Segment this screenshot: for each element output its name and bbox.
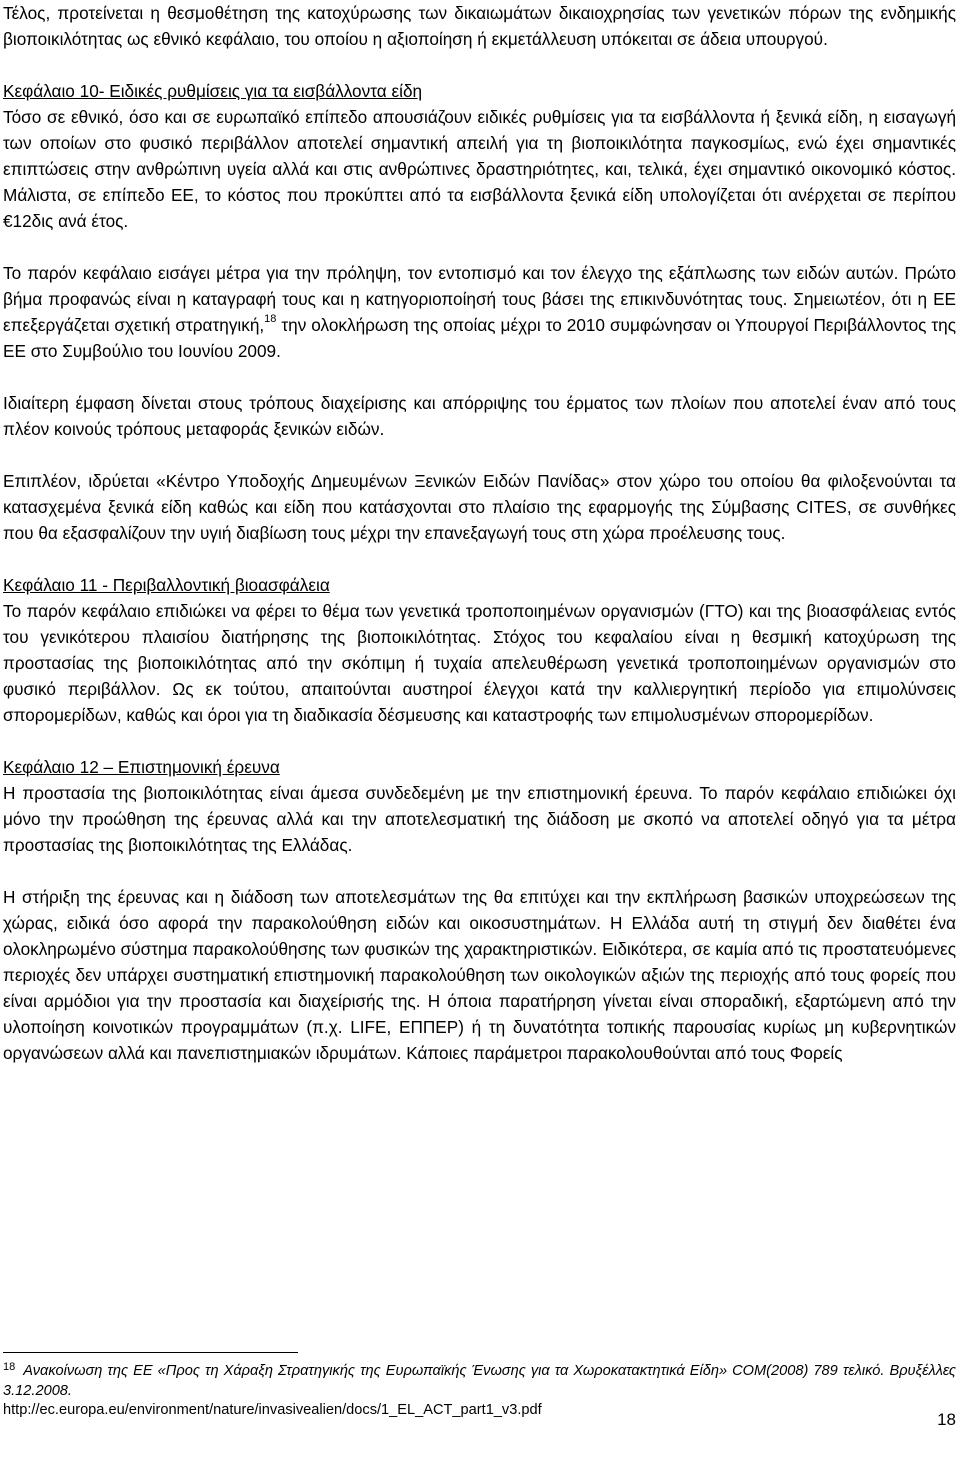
chapter-11-paragraph-1: Το παρόν κεφάλαιο επιδιώκει να φέρει το θέμα των γενετικά τροποποιημένων οργανισμών (ΓΤΟ) και της βιοασφάλειας εντός του γενικότερου πλαισίου διατήρησης της βιοποικιλότητας. Στόχος του κεφαλαίου είναι η θεσμική κατοχύρωση της προστασίας της βιοποικιλότητας από την σκόπιμη ή τυχαία απελευθέρωση γενετικά τροποποιημένων οργανισμών στο φυσικό περιβάλλον. Ως εκ τούτου, απαιτούνται αυστηροί έλεγχοι κατά την καλλιεργητική περίοδο για επιμολύνσεις σπορομερίδων, καθώς και όροι για τη διαδικασία δέσμευσης και καταστροφής των επιμολυσμένων σπορομερίδων.: [3, 601, 956, 725]
document-body: [3, 0, 956, 1066]
chapter-10-paragraph-1: Τόσο σε εθνικό, όσο και σε ευρωπαϊκό επίπεδο απουσιάζουν ειδικές ρυθμίσεις για τα εισβάλλοντα ή ξενικά είδη, η εισαγωγή των οποίων στο φυσικό περιβάλλον αποτελεί σημαντική απειλή για τη βιοποικιλότητα παγκοσμίως, ενώ έχει σημαντικές επιπτώσεις στην ανθρώπινη υγεία αλλά και στις ανθρώπινες δραστηριότητες, και, τελικά, έχει σημαντικό οικονομικό κόστος. Μάλιστα, σε επίπεδο ΕΕ, το κόστος που προκύπτει από τα εισβάλλοντα ξενικά είδη υπολογίζεται ότι ανέρχεται σε περίπου €12δις ανά έτος.: [3, 107, 956, 231]
chapter-12-paragraph-1: Η προστασία της βιοποικιλότητας είναι άμεσα συνδεδεμένη με την επιστημονική έρευνα. Το παρόν κεφάλαιο επιδιώκει όχι μόνο την προώθηση της έρευνας αλλά και την αποτελεσματική της διάδοση με σκοπό να αποτελεί οδηγό για τα μέτρα προστασίας της βιοποικιλότητας της Ελλάδας.: [3, 783, 956, 855]
footnote-number: 18: [3, 1361, 16, 1373]
page-number: 18: [937, 1410, 956, 1429]
intro-paragraph: Τέλος, προτείνεται η θεσμοθέτηση της κατοχύρωσης των δικαιωμάτων δικαιοχρησίας των γενετικών πόρων της ενδημικής βιοποικιλότητας ως εθνικό κεφάλαιο, του οποίου η αξιοποίηση ή εκμετάλλευση υπόκειται σε άδεια υπουργού.: [3, 3, 956, 49]
chapter-10-title: Κεφάλαιο 10- Ειδικές ρυθμίσεις για τα εισβάλλοντα είδη: [3, 81, 423, 101]
chapter-12-section: [3, 754, 956, 1066]
chapter-10-paragraph-2-text-b: την ολοκλήρωση της οποίας μέχρι το 2010 συμφώνησαν οι Υπουργοί Περιβάλλοντος της ΕΕ στο Συμβούλιο του Ιουνίου 2009.: [3, 315, 957, 361]
chapter-10-paragraph-2-text-a: Το παρόν κεφάλαιο εισάγει μέτρα για την πρόληψη, τον εντοπισμό και τον έλεγχο της εξάπλωσης των ειδών αυτών. Πρώτο βήμα προφανώς είναι η καταγραφή τους και η κατηγοριοποίησή τους βάσει της επικινδυνότητας τους. Σημειωτέον, ότι η ΕΕ επεξεργάζεται σχετική στρατηγική,: [3, 263, 956, 335]
chapter-10-paragraph-2: [3, 260, 956, 364]
footnote-text: Ανακοίνωση της ΕΕ «Προς τη Χάραξη Στρατηγικής της Ευρωπαϊκής Ένωσης για τα Χωροκατακτητικά Είδη» COM(2008) 789 τελικό. Βρυξέλλες 3.12.2008.: [3, 1363, 956, 1399]
footnote-reference[interactable]: 18: [264, 313, 277, 326]
footnote: [3, 1362, 956, 1420]
chapter-10-section: [3, 78, 956, 546]
chapter-11-title: Κεφάλαιο 11 - Περιβαλλοντική βιοασφάλεια: [3, 575, 330, 595]
chapter-10-paragraph-4: Επιπλέον, ιδρύεται «Κέντρο Υποδοχής Δημευμένων Ξενικών Ειδών Πανίδας» στον χώρο του οποίου θα φιλοξενούνται τα κατασχεμένα ξενικά είδη καθώς και είδη που κατάσχονται στο πλαίσιο της εφαρμογής της Σύμβασης CITES, σε συνθήκες που θα εξασφαλίζουν την υγιή διαβίωση τους μέχρι την επανεξαγωγή τους στη χώρα προέλευσης τους.: [3, 471, 956, 543]
chapter-12-paragraph-2: Η στήριξη της έρευνας και η διάδοση των αποτελεσμάτων της θα επιτύχει και την εκπλήρωση βασικών υποχρεώσεων της χώρας, ειδικά όσο αφορά την παρακολούθηση ειδών και οικοσυστημάτων. Η Ελλάδα αυτή τη στιγμή δεν διαθέτει ένα ολοκληρωμένο σύστημα παρακολούθησης των φυσικών της χαρακτηριστικών. Ειδικότερα, σε καμία από τις προστατευόμενες περιοχές δεν υπάρχει συστηματική επιστημονική παρακολούθηση των οικολογικών αξιών της περιοχής από τους φορείς που είναι αρμόδιοι για την προστασία και διαχείρισής της. Η όποια παρατήρηση γίνεται είναι σποραδική, εξαρτώμενη από την υλοποίηση κοινοτικών προγραμμάτων (π.χ. LIFE, ΕΠΠΕΡ) ή τη δυνατότητα τοπικής παρουσίας κυρίως μη κυβερνητικών οργανώσεων αλλά και πανεπιστημιακών ιδρυμάτων. Κάποιες παράμετροι παρακολουθούνται από τους Φορείς: [3, 887, 956, 1063]
chapter-12-title: Κεφάλαιο 12 – Επιστημονική έρευνα: [3, 757, 280, 777]
chapter-10-paragraph-3: Ιδιαίτερη έμφαση δίνεται στους τρόπους διαχείρισης και απόρριψης του έρματος των πλοίων που αποτελεί έναν από τους πλέον κοινούς τρόπους μεταφοράς ξενικών ειδών.: [3, 393, 956, 439]
footnote-url-link[interactable]: http://ec.europa.eu/environment/nature/invasivealien/docs/1_EL_ACT_part1_v3.pdf: [3, 1402, 542, 1418]
footnote-separator: [3, 1352, 298, 1353]
chapter-11-section: [3, 572, 956, 728]
